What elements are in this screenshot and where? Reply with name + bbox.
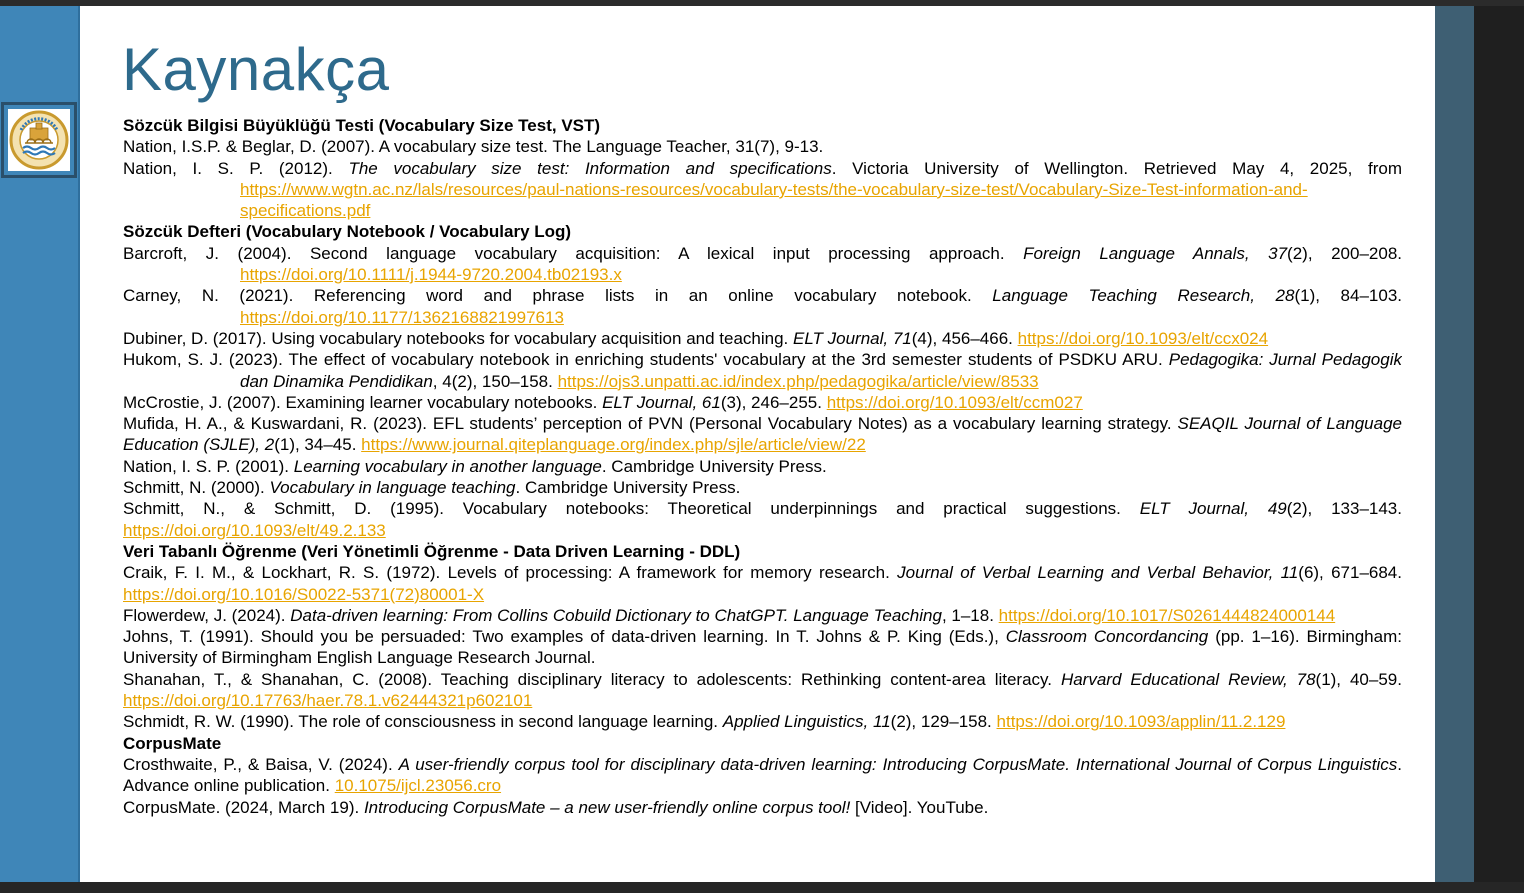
reference-text: Barcroft, J. (2004). Second language vocabulary acquisition: A lexical input processing approach.	[123, 243, 1024, 263]
reference-entry	[123, 285, 1402, 328]
section-heading: Sözcük Defteri (Vocabulary Notebook / Vocabulary Log)	[123, 222, 572, 242]
reference-text: Crosthwaite, P., & Baisa, V. (2024).	[123, 754, 399, 774]
window-bottom-bar	[0, 882, 1524, 893]
reference-entry	[123, 243, 1402, 286]
reference-link[interactable]: https://doi.org/10.1093/elt/ccx024	[1017, 328, 1269, 348]
reference-entry	[123, 562, 1402, 605]
reference-italic-text: Learning vocabulary in another language	[293, 456, 602, 476]
reference-text: Nation, I. S. P. (2001).	[123, 456, 294, 476]
reference-italic-text: Language Teaching Research, 28	[992, 286, 1295, 306]
reference-link[interactable]: https://doi.org/10.1111/j.1944-9720.2004.tb02193.x	[240, 265, 622, 285]
reference-text: Nation, I. S. P. (2012).	[123, 158, 349, 178]
reference-text: Shanahan, T., & Shanahan, C. (2008). Teaching disciplinary literacy to adolescents: Rethinking content-area literacy.	[123, 669, 1061, 689]
section-heading: CorpusMate	[123, 733, 222, 753]
reference-text: Craik, F. I. M., & Lockhart, R. S. (1972). Levels of processing: A framework for memory research.	[123, 563, 898, 583]
reference-entry	[123, 498, 1402, 541]
reference-italic-text: Vocabulary in language teaching	[269, 478, 516, 498]
reference-text: (6), 671–684.	[1298, 563, 1402, 583]
reference-text: (1), 34–45.	[274, 435, 362, 455]
university-logo	[1, 102, 77, 178]
reference-text: Carney, N. (2021). Referencing word and phrase lists in an online vocabulary notebook.	[123, 286, 993, 306]
reference-link[interactable]: https://doi.org/10.1093/applin/11.2.129	[996, 712, 1286, 732]
reference-link[interactable]: 10.1075/ijcl.23056.cro	[334, 776, 502, 796]
reference-entry	[123, 392, 1402, 413]
reference-text: CorpusMate. (2024, March 19).	[123, 797, 364, 817]
reference-italic-text: ELT Journal, 61	[602, 392, 721, 412]
reference-entry	[123, 456, 1402, 477]
reference-link[interactable]: https://doi.org/10.1016/S0022-5371(72)80001-X	[123, 584, 485, 604]
reference-entry	[123, 349, 1402, 392]
reference-text: (2), 129–158.	[890, 712, 997, 732]
reference-italic-text: A user-friendly corpus tool for disciplinary data-driven learning: Introducing CorpusMate. International Journal of Corpus Linguistics	[398, 754, 1398, 774]
reference-text: Mufida, H. A., & Kuswardani, R. (2023). EFL students’ perception of PVN (Personal Vocabulary Notes) as a vocabulary learning strategy.	[123, 414, 1178, 434]
reference-text: . Cambridge University Press.	[515, 478, 741, 498]
reference-text: McCrostie, J. (2007). Examining learner vocabulary notebooks.	[123, 392, 603, 412]
reference-text: Schmitt, N., & Schmitt, D. (1995). Vocabulary notebooks: Theoretical underpinnings and practical suggestions.	[123, 499, 1140, 519]
reference-link[interactable]: https://ojs3.unpatti.ac.id/index.php/pedagogika/article/view/8533	[557, 371, 1039, 391]
reference-text: Schmitt, N. (2000).	[123, 478, 270, 498]
reference-entry	[123, 158, 1402, 222]
reference-text: Schmidt, R. W. (1990). The role of consciousness in second language learning.	[123, 712, 723, 732]
reference-italic-text: Pedagogika: Jurnal Pedagogik dan Dinamika Pendidikan	[240, 350, 1402, 391]
reference-italic-text: Classroom Concordancing	[1005, 627, 1209, 647]
reference-text: (3), 246–255.	[720, 392, 827, 412]
reference-entry	[123, 711, 1402, 732]
reference-text: (2), 133–143.	[1286, 499, 1402, 519]
reference-text: Hukom, S. J. (2023). The effect of vocabulary notebook in enriching students' vocabulary at the 3rd semester students of PSDKU ARU.	[123, 350, 1169, 370]
reference-text: (2), 200–208.	[1287, 243, 1402, 263]
reference-italic-text: The vocabulary size test: Information and specifications	[348, 158, 832, 178]
reference-text: (1), 40–59.	[1315, 669, 1402, 689]
section-heading: Veri Tabanlı Öğrenme (Veri Yönetimli Öğrenme - Data Driven Learning - DDL)	[123, 541, 741, 561]
logo-emblem	[8, 109, 70, 171]
reference-entry	[123, 669, 1402, 712]
reference-entry	[123, 477, 1402, 498]
reference-link[interactable]: https://www.wgtn.ac.nz/lals/resources/paul-nations-resources/vocabulary-tests/the-vocabulary-size-test/Vocabulary-Size-Test-information-and-specifications.pdf	[240, 179, 1308, 221]
reference-text: Flowerdew, J. (2024).	[123, 605, 291, 625]
reference-text: , 4(2), 150–158.	[432, 371, 558, 391]
reference-entry	[123, 754, 1402, 797]
reference-italic-text: Data-driven learning: From Collins Cobuild Dictionary to ChatGPT. Language Teaching	[290, 605, 942, 625]
reference-link[interactable]: https://doi.org/10.1017/S0261444824000144	[998, 605, 1336, 625]
slide	[0, 6, 1474, 882]
reference-link[interactable]: https://doi.org/10.17763/haer.78.1.v62444321p602101	[123, 691, 533, 711]
reference-italic-text: Foreign Language Annals, 37	[1023, 243, 1288, 263]
reference-entry	[123, 626, 1402, 669]
reference-link[interactable]: https://doi.org/10.1093/elt/49.2.133	[123, 520, 386, 540]
reference-link[interactable]: https://doi.org/10.1093/elt/ccm027	[826, 392, 1083, 412]
reference-italic-text: Journal of Verbal Learning and Verbal Behavior, 11	[897, 563, 1299, 583]
reference-text: . Victoria University of Wellington. Retrieved May 4, 2025, from	[831, 158, 1402, 178]
reference-list	[123, 115, 1402, 882]
reference-text: . Cambridge University Press.	[601, 456, 827, 476]
reference-italic-text: Harvard Educational Review, 78	[1060, 669, 1316, 689]
reference-text: Dubiner, D. (2017). Using vocabulary notebooks for vocabulary acquisition and teaching.	[123, 328, 793, 348]
reference-entry	[123, 413, 1402, 456]
reference-entry	[123, 797, 1402, 818]
reference-text: (1), 84–103.	[1294, 286, 1402, 306]
reference-italic-text: Introducing CorpusMate – a new user-friendly online corpus tool!	[363, 797, 851, 817]
reference-link[interactable]: https://www.journal.qiteplanguage.org/index.php/sjle/article/view/22	[361, 435, 866, 455]
page-title: Kaynakça	[122, 36, 390, 103]
trakya-seal-icon	[9, 110, 69, 170]
reference-text: Johns, T. (1991). Should you be persuaded: Two examples of data-driven learning. In T. Johns & P. King (Eds.),	[123, 627, 1006, 647]
reference-italic-text: ELT Journal, 49	[1139, 499, 1287, 519]
reference-text: (4), 456–466.	[911, 328, 1018, 348]
reference-text: (pp. 1–16). Birmingham: University of Birmingham English Language Research Journal.	[123, 627, 1402, 668]
reference-entry	[123, 136, 1402, 157]
reference-entry	[123, 328, 1402, 349]
reference-text: . Advance online publication.	[123, 754, 1402, 796]
section-heading: Sözcük Bilgisi Büyüklüğü Testi (Vocabulary Size Test, VST)	[123, 116, 601, 135]
reference-entry	[123, 605, 1402, 626]
reference-text: , 1–18.	[941, 605, 999, 625]
right-accent-strip	[1435, 6, 1474, 882]
reference-italic-text: SEAQIL Journal of Language Education (SJLE), 2	[123, 414, 1402, 455]
left-accent-line	[78, 6, 80, 882]
reference-italic-text: ELT Journal, 71	[793, 328, 912, 348]
reference-text: [Video]. YouTube.	[850, 797, 989, 817]
reference-text: Nation, I.S.P. & Beglar, D. (2007). A vocabulary size test. The Language Teacher, 31(7), 9-13.	[123, 137, 824, 157]
reference-link[interactable]: https://doi.org/10.1177/1362168821997613	[240, 307, 564, 327]
reference-italic-text: Applied Linguistics, 11	[722, 712, 891, 732]
